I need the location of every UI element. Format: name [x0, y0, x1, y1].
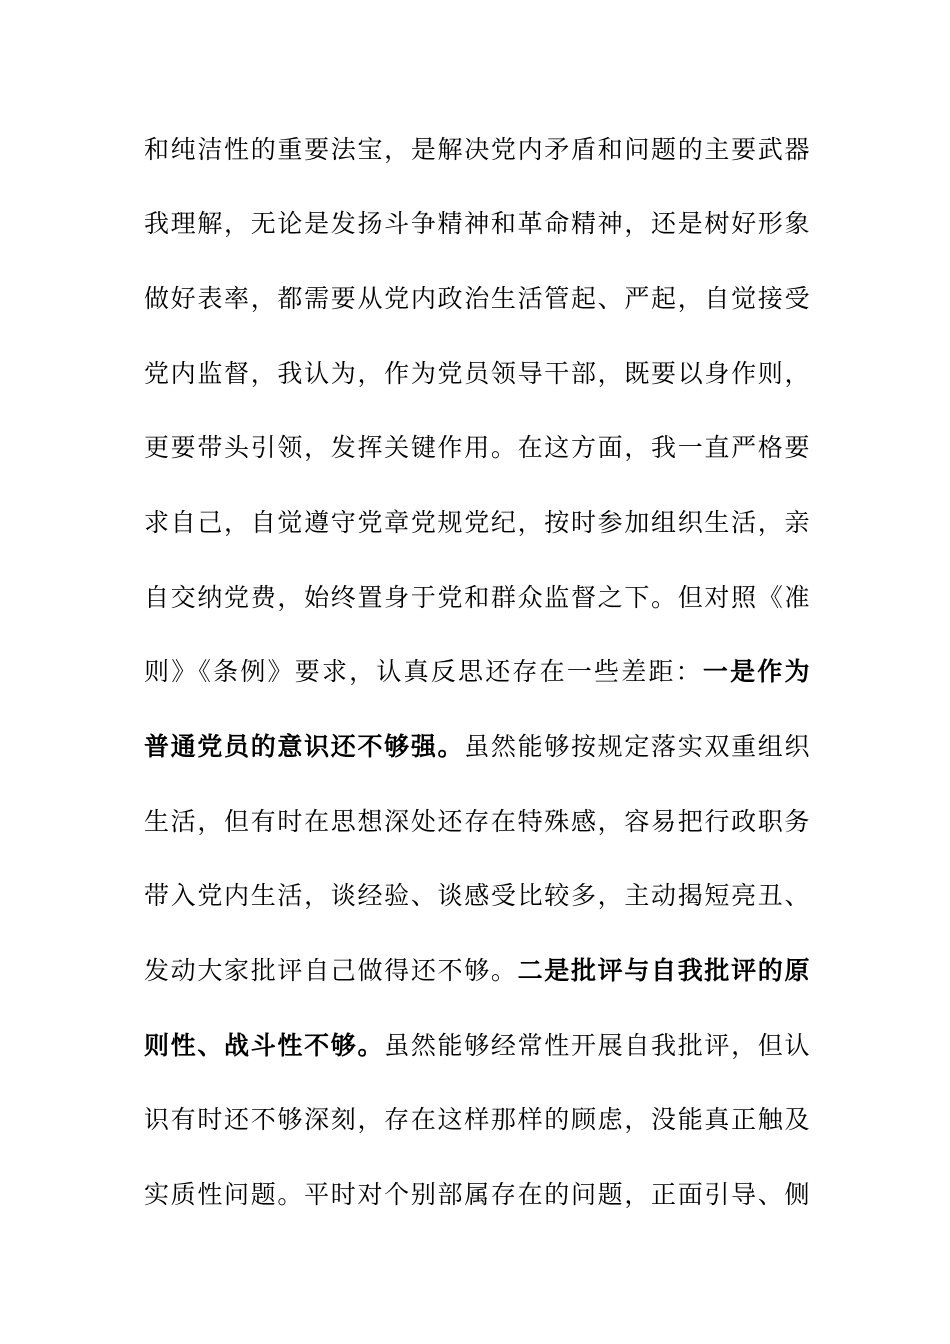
- text-run: 和纯洁性的重要法宝，是解决党内矛盾和问题的主要武器: [144, 135, 810, 164]
- text-line-15: [144, 1175, 810, 1215]
- text-line-14: [144, 1100, 810, 1140]
- text-line-6: [144, 503, 810, 543]
- text-line-5: [144, 428, 810, 468]
- text-line-12: [144, 951, 810, 991]
- text-run: 做好表率，都需要从党内政治生活管起、严起，自觉接受: [144, 284, 810, 313]
- text-run: 虽然能够经常性开展自我批评，但认: [384, 1031, 810, 1060]
- text-line-9: [144, 727, 810, 767]
- text-run: 带入党内生活，谈经验、谈感受比较多，主动揭短亮丑、: [144, 881, 810, 910]
- text-run: 虽然能够按规定落实双重组织: [464, 732, 810, 761]
- text-run: 实质性问题。平时对个别部属存在的问题，正面引导、侧: [144, 1180, 810, 1209]
- text-run: 更要带头引领，发挥关键作用。在这方面，我一直严格要: [144, 433, 810, 462]
- text-line-1: [144, 130, 810, 170]
- text-line-2: [144, 204, 810, 244]
- text-run: 求自己，自觉遵守党章党规党纪，按时参加组织生活，亲: [144, 508, 810, 537]
- bold-heading-run: 一是作为: [702, 657, 810, 686]
- text-run: 识有时还不够深刻，存在这样那样的顾虑，没能真正触及: [144, 1105, 810, 1134]
- bold-heading-run: 二是批评与自我批评的原: [517, 956, 810, 985]
- text-line-8: [144, 652, 810, 692]
- text-run: 我理解，无论是发扬斗争精神和革命精神，还是树好形象: [144, 209, 810, 238]
- text-line-11: [144, 876, 810, 916]
- text-run: 自交纳党费，始终置身于党和群众监督之下。但对照《准: [144, 583, 810, 612]
- text-line-3: [144, 279, 810, 319]
- text-line-4: [144, 354, 810, 394]
- bold-heading-run: 普通党员的意识还不够强。: [144, 732, 465, 761]
- bold-heading-run: 则性、战斗性不够。: [144, 1031, 385, 1060]
- text-line-10: [144, 802, 810, 842]
- text-run: 党内监督，我认为，作为党员领导干部，既要以身作则，: [144, 359, 810, 388]
- text-line-13: [144, 1026, 810, 1066]
- text-run: 发动大家批评自己做得还不够。: [144, 956, 518, 985]
- text-run: 则》《条例》要求，认真反思还存在一些差距：: [144, 657, 703, 686]
- text-run: 生活，但有时在思想深处还存在特殊感，容易把行政职务: [144, 807, 810, 836]
- text-line-7: [144, 578, 810, 618]
